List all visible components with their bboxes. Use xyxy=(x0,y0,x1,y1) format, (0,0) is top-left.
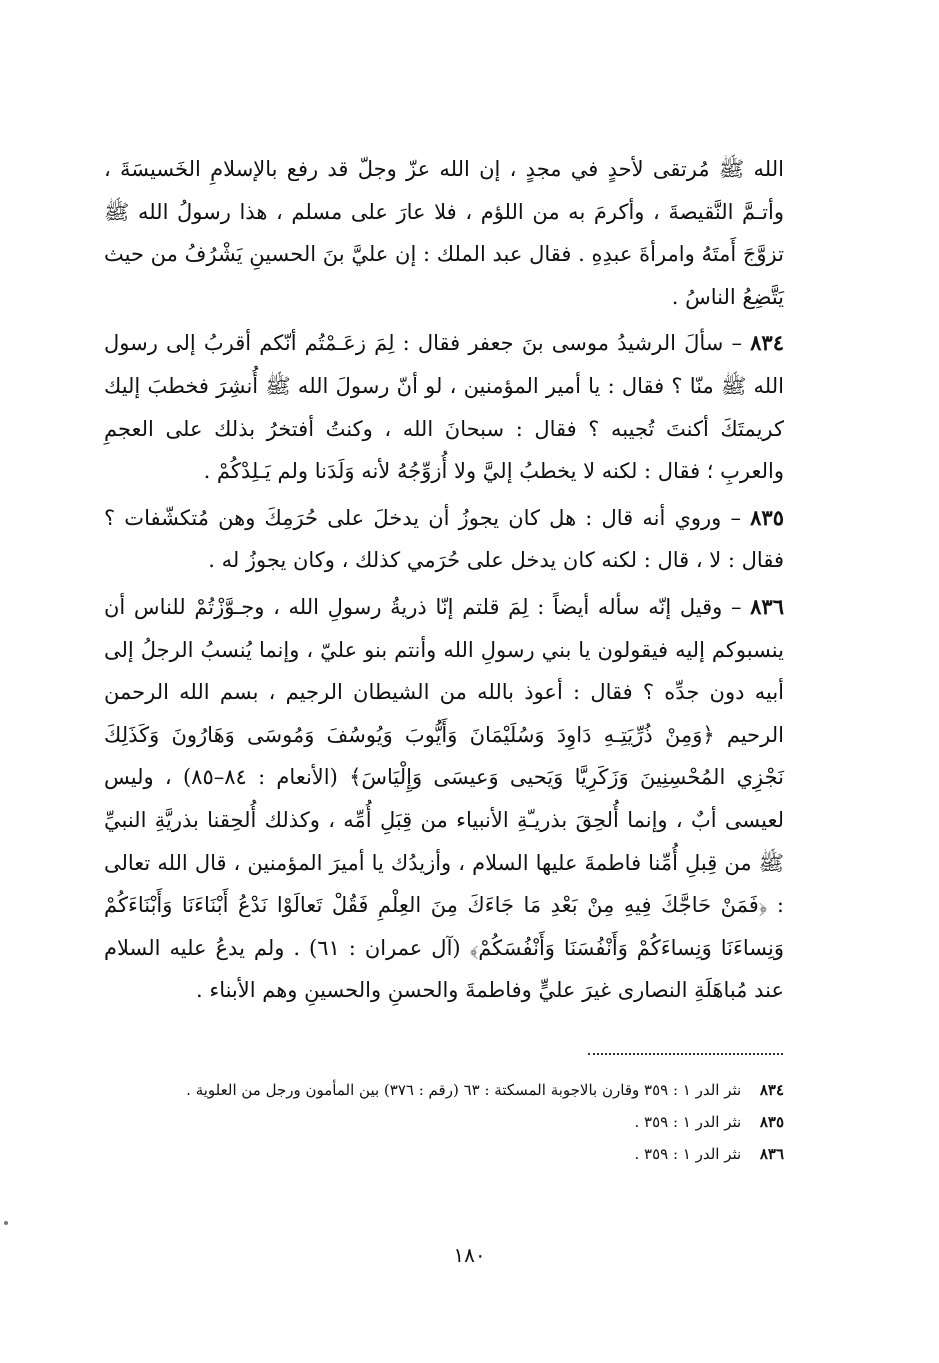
paragraph-number: ٨٣٥ xyxy=(750,504,784,530)
footnote-834 xyxy=(104,1074,784,1106)
paragraph-835 xyxy=(104,497,784,582)
paragraph-text: – سألَ الرشيدُ موسى بنَ جعفر فقال : لِمَ زعَـمْتُم أنّكم أقربُ إلى رسول الله ﷺ منّا ؟ فقال : يا أمير المؤمنين ، لو أنّ رسولَ الله ﷺ أُنشِرَ فخطبَ إليك كريمتَكَ أكنتَ تُجيبه ؟ فقال : سبحانَ الله ، وكنتُ أفتخرُ بذلك على العجمِ والعربِ ؛ فقال : لكنه لا يخطبُ إليَّ ولا أُزوِّجُهُ لأنه وَلَدَنا ولم يَـلِدْكُمْ . xyxy=(104,331,784,484)
footnote-text: نثر الدر ١ : ٣٥٩ . xyxy=(634,1113,742,1131)
footnote-number: ٨٣٥ xyxy=(759,1113,784,1131)
footnote-text: نثر الدر ١ : ٣٥٩ . xyxy=(634,1145,742,1163)
footnote-835 xyxy=(104,1106,784,1138)
paragraph-number: ٨٣٦ xyxy=(750,593,784,619)
page-number: ١٨٠ xyxy=(453,1243,486,1267)
scan-speck xyxy=(4,1221,8,1225)
footnote-836 xyxy=(104,1138,784,1170)
footnote-text: نثر الدر ١ : ٣٥٩ وقارن بالاجوبة المسكتة : ٦٣ (رقم : ٣٧٦) بين المأمون ورجل من العلوية . xyxy=(186,1081,742,1099)
paragraph-text: الله ﷺ مُرتقى لأحدٍ في مجدٍ ، إن الله عزّ وجلّ قد رفع بالإسلامِ الخَسيسَةَ ، وأتـمَّ النَّقيصةَ ، وأكرمَ به من اللؤم ، فلا عارَ على مسلم ، هذا رسولُ الله ﷺ تزوَّجَ أَمتَهُ وامرأةَ عبدِهِ . فقال عبد الملك : إن عليَّ بنَ الحسينِ يَشْرُفُ من حيث يَتَّضِعُ الناسُ . xyxy=(104,157,784,309)
main-text xyxy=(104,148,784,1012)
paragraph-834 xyxy=(104,322,784,492)
footnote-divider xyxy=(588,1053,783,1055)
paragraph-text: – وروي أنه قال : هل كان يجوزُ أن يدخلَ على حُرَمِكَ وهن مُتكشّفات ؟ فقال : لا ، قال : لكنه كان يدخل على حُرَمي كذلك ، وكان يجوزُ له . xyxy=(104,505,784,573)
footnotes xyxy=(104,1074,784,1170)
paragraph-continued xyxy=(104,148,784,318)
paragraph-text: – وقيل إنّه سأله أيضاً : لِمَ قلتم إنّا ذريةُ رسولِ الله ، وجـوَّزْتُمْ للناس أن ينسبوكم إليه فيقولون يا بني رسولِ الله وأنتم بنو عليّ ، وإنما يُنسبُ الرجلُ إلى أبيه دون جدِّه ؟ فقال : أعوذ بالله من الشيطان الرجيم ، بسم الله الرحمن الرحيم ﴿وَمِنْ ذُرِّيَتِـهِ دَاوِدَ وَسُلَيْمَانَ وَأَيُّوبَ وَيُوسُفَ وَمُوسَى وَهَارُونَ وَكَذَلِكَ نَجْزِي المُحْسِنِينَ وَزَكَرِيَّا وَيَحيى وَعيسَى وَإِلْيَاسَ﴾ (الأنعام : ٨٤–٨٥) ، وليس لعيسى أبٌ ، وإنما أُلحِقَ بذريـّةِ الأنبياء من قِبَلِ أُمِّه ، وكذلك أُلحِقنا بذريَّةِ النبيِّ ﷺ من قِبلِ أُمِّنا فاطمةَ عليها السلام ، وأزيدُك يا أميرَ المؤمنين ، قال الله تعالى : ﴿فَمَنْ حَاجَّكَ فِيهِ مِنْ بَعْدِ مَا جَاءَكَ مِنَ العِلْمِ فَقُلْ تَعالَوْا نَدْعُ أَبْنَاءَنَا وَأَبْنَاءَكُمْ وَنِساءَنَا وَنِساءَكُمْ وَأَنْفُسَنَا وَأَنْفُسَكُمْ﴾ (آل عمران : ٦١) . ولم يدعُ عليه السلام عند مُباهَلَةِ النصارى غيرَ عليٍّ وفاطمةَ والحسنِ والحسينِ وهم الأبناء . xyxy=(104,594,784,1003)
paragraph-number: ٨٣٤ xyxy=(750,330,784,356)
footnote-number: ٨٣٦ xyxy=(759,1145,784,1163)
paragraph-836 xyxy=(104,586,784,1012)
footnote-number: ٨٣٤ xyxy=(759,1081,784,1099)
